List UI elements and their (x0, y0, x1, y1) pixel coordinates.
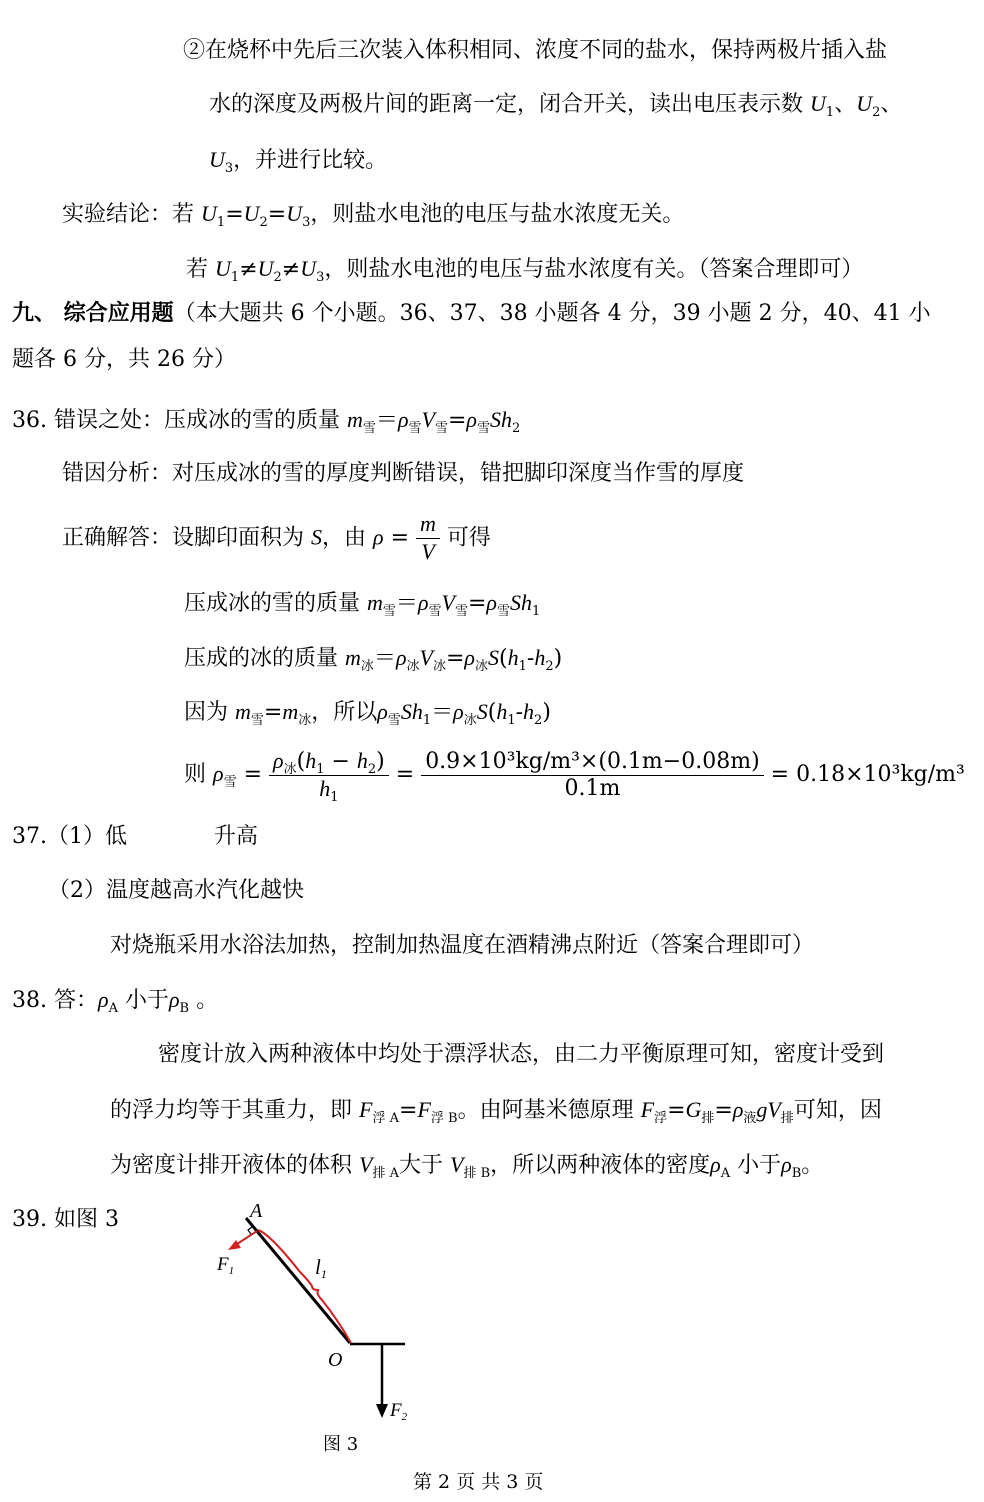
q39-label: 39. 如图 3 (12, 1207, 119, 1232)
result-fraction-2: $\frac{\text{0.9×10³kg/m³×(0.1m−0.08m)}}{0.1m}$ (421, 749, 763, 802)
force-f1-arrowhead (228, 1240, 241, 1250)
step2-line2: 水的深度及两极片间的距离一定，闭合开关，读出电压表示数 $U_1$、$U_2$、 (209, 91, 903, 120)
label-f2: $F_2$ (390, 1400, 408, 1423)
q37-method: 对烧瓶采用水浴法加热，控制加热温度在酒精沸点附近（答案合理即可） (110, 933, 815, 958)
step2-line1: ②在烧杯中先后三次装入体积相同、浓度不同的盐水，保持两极片插入盐 (183, 38, 888, 63)
q36-ice-mass: 压成的冰的质量 $m_冰=\rho_冰V_冰=\rho_冰S(h_1-h_2)$ (184, 645, 563, 674)
label-f1: $F_1$ (217, 1254, 235, 1277)
label-l1: l1 (315, 1255, 327, 1281)
q36-because: 因为 $m_雪=m_冰$，所以$\rho_雪Sh_1=\rho_冰S(h_1-h_2)$ (184, 699, 551, 728)
q36-error: 36. 错误之处：压成冰的雪的质量 $m_雪=\rho_雪V_雪=\rho_雪Sh_2$ (12, 407, 521, 436)
conclusion-1: 实验结论：若 $U_1=U_2=U_3$，则盐水电池的电压与盐水浓度无关。 (62, 201, 685, 230)
q37-part1: 37.（1）低 (12, 824, 127, 849)
q38-para-line1: 密度计放入两种液体中均处于漂浮状态，由二力平衡原理可知，密度计受到 (158, 1042, 885, 1067)
q38-para-line3: 为密度计排开液体的体积 $V_{排 A}$大于 $V_{排 B}$，所以两种液体的密度$\rho_A$ 小于$\rho_B$。 (110, 1152, 824, 1181)
density-fraction: $\frac{m}{V}$ (416, 511, 440, 566)
force-f2-arrowhead (376, 1404, 388, 1418)
q37-part2: （2）温度越高水汽化越快 (48, 878, 304, 903)
q36-solution: 正确解答：设脚印面积为 S，由 ρ = $\frac{m}{V}$ 可得 (62, 511, 491, 564)
label-a: A (250, 1200, 263, 1222)
q36-cause: 错因分析：对压成冰的雪的厚度判断错误，错把脚印深度当作雪的厚度 (62, 461, 745, 486)
q38-answer: 38. 答：$\rho_A$ 小于$\rho_B$ 。 (12, 987, 219, 1016)
q37-part1-answer2: 升高 (214, 824, 259, 849)
q36-result: 则 $\rho_雪$ = $\frac{\rho_冰(h_1 - h_2)}{h_1}$ = $\frac{\text{0.9×10³kg/m³×(0.1m−0.08m)}}{0.1m}$ = 0.18×10³kg/m³ (184, 747, 965, 805)
section-desc-line2: 题各 6 分，共 26 分） (12, 347, 236, 372)
label-o: O (328, 1349, 343, 1371)
page-footer: 第 2 页 共 3 页 (413, 1471, 544, 1493)
section-title: 九、 综合应用题 (12, 300, 174, 326)
conclusion-2: 若 $U_1\ne U_2\ne U_3$，则盐水电池的电压与盐水浓度有关。（答案合理即可） (186, 256, 864, 285)
step2-line3: $U_3$，并进行比较。 (209, 147, 388, 176)
section-heading: 九、 综合应用题（本大题共 6 个小题。36、37、38 小题各 4 分，39 小题 2 分，40、41 小 (12, 300, 931, 326)
q38-para-line2: 的浮力均等于其重力，即 $F_{浮 A}=F_{浮 B}$。由阿基米德原理 $F_浮=G_排=\rho_液gV_排$可知，因 (110, 1097, 882, 1126)
lever-rod (246, 1218, 350, 1343)
result-fraction-1: $\frac{\rho_冰(h_1 - h_2)}{h_1}$ (269, 748, 389, 803)
figure-caption: 图 3 (323, 1434, 359, 1455)
right-angle-marker (248, 1226, 253, 1234)
lever-diagram (200, 1200, 460, 1430)
q36-snow-mass: 压成冰的雪的质量 $m_雪=\rho_雪V_雪=\rho_雪Sh_1$ (184, 590, 541, 619)
